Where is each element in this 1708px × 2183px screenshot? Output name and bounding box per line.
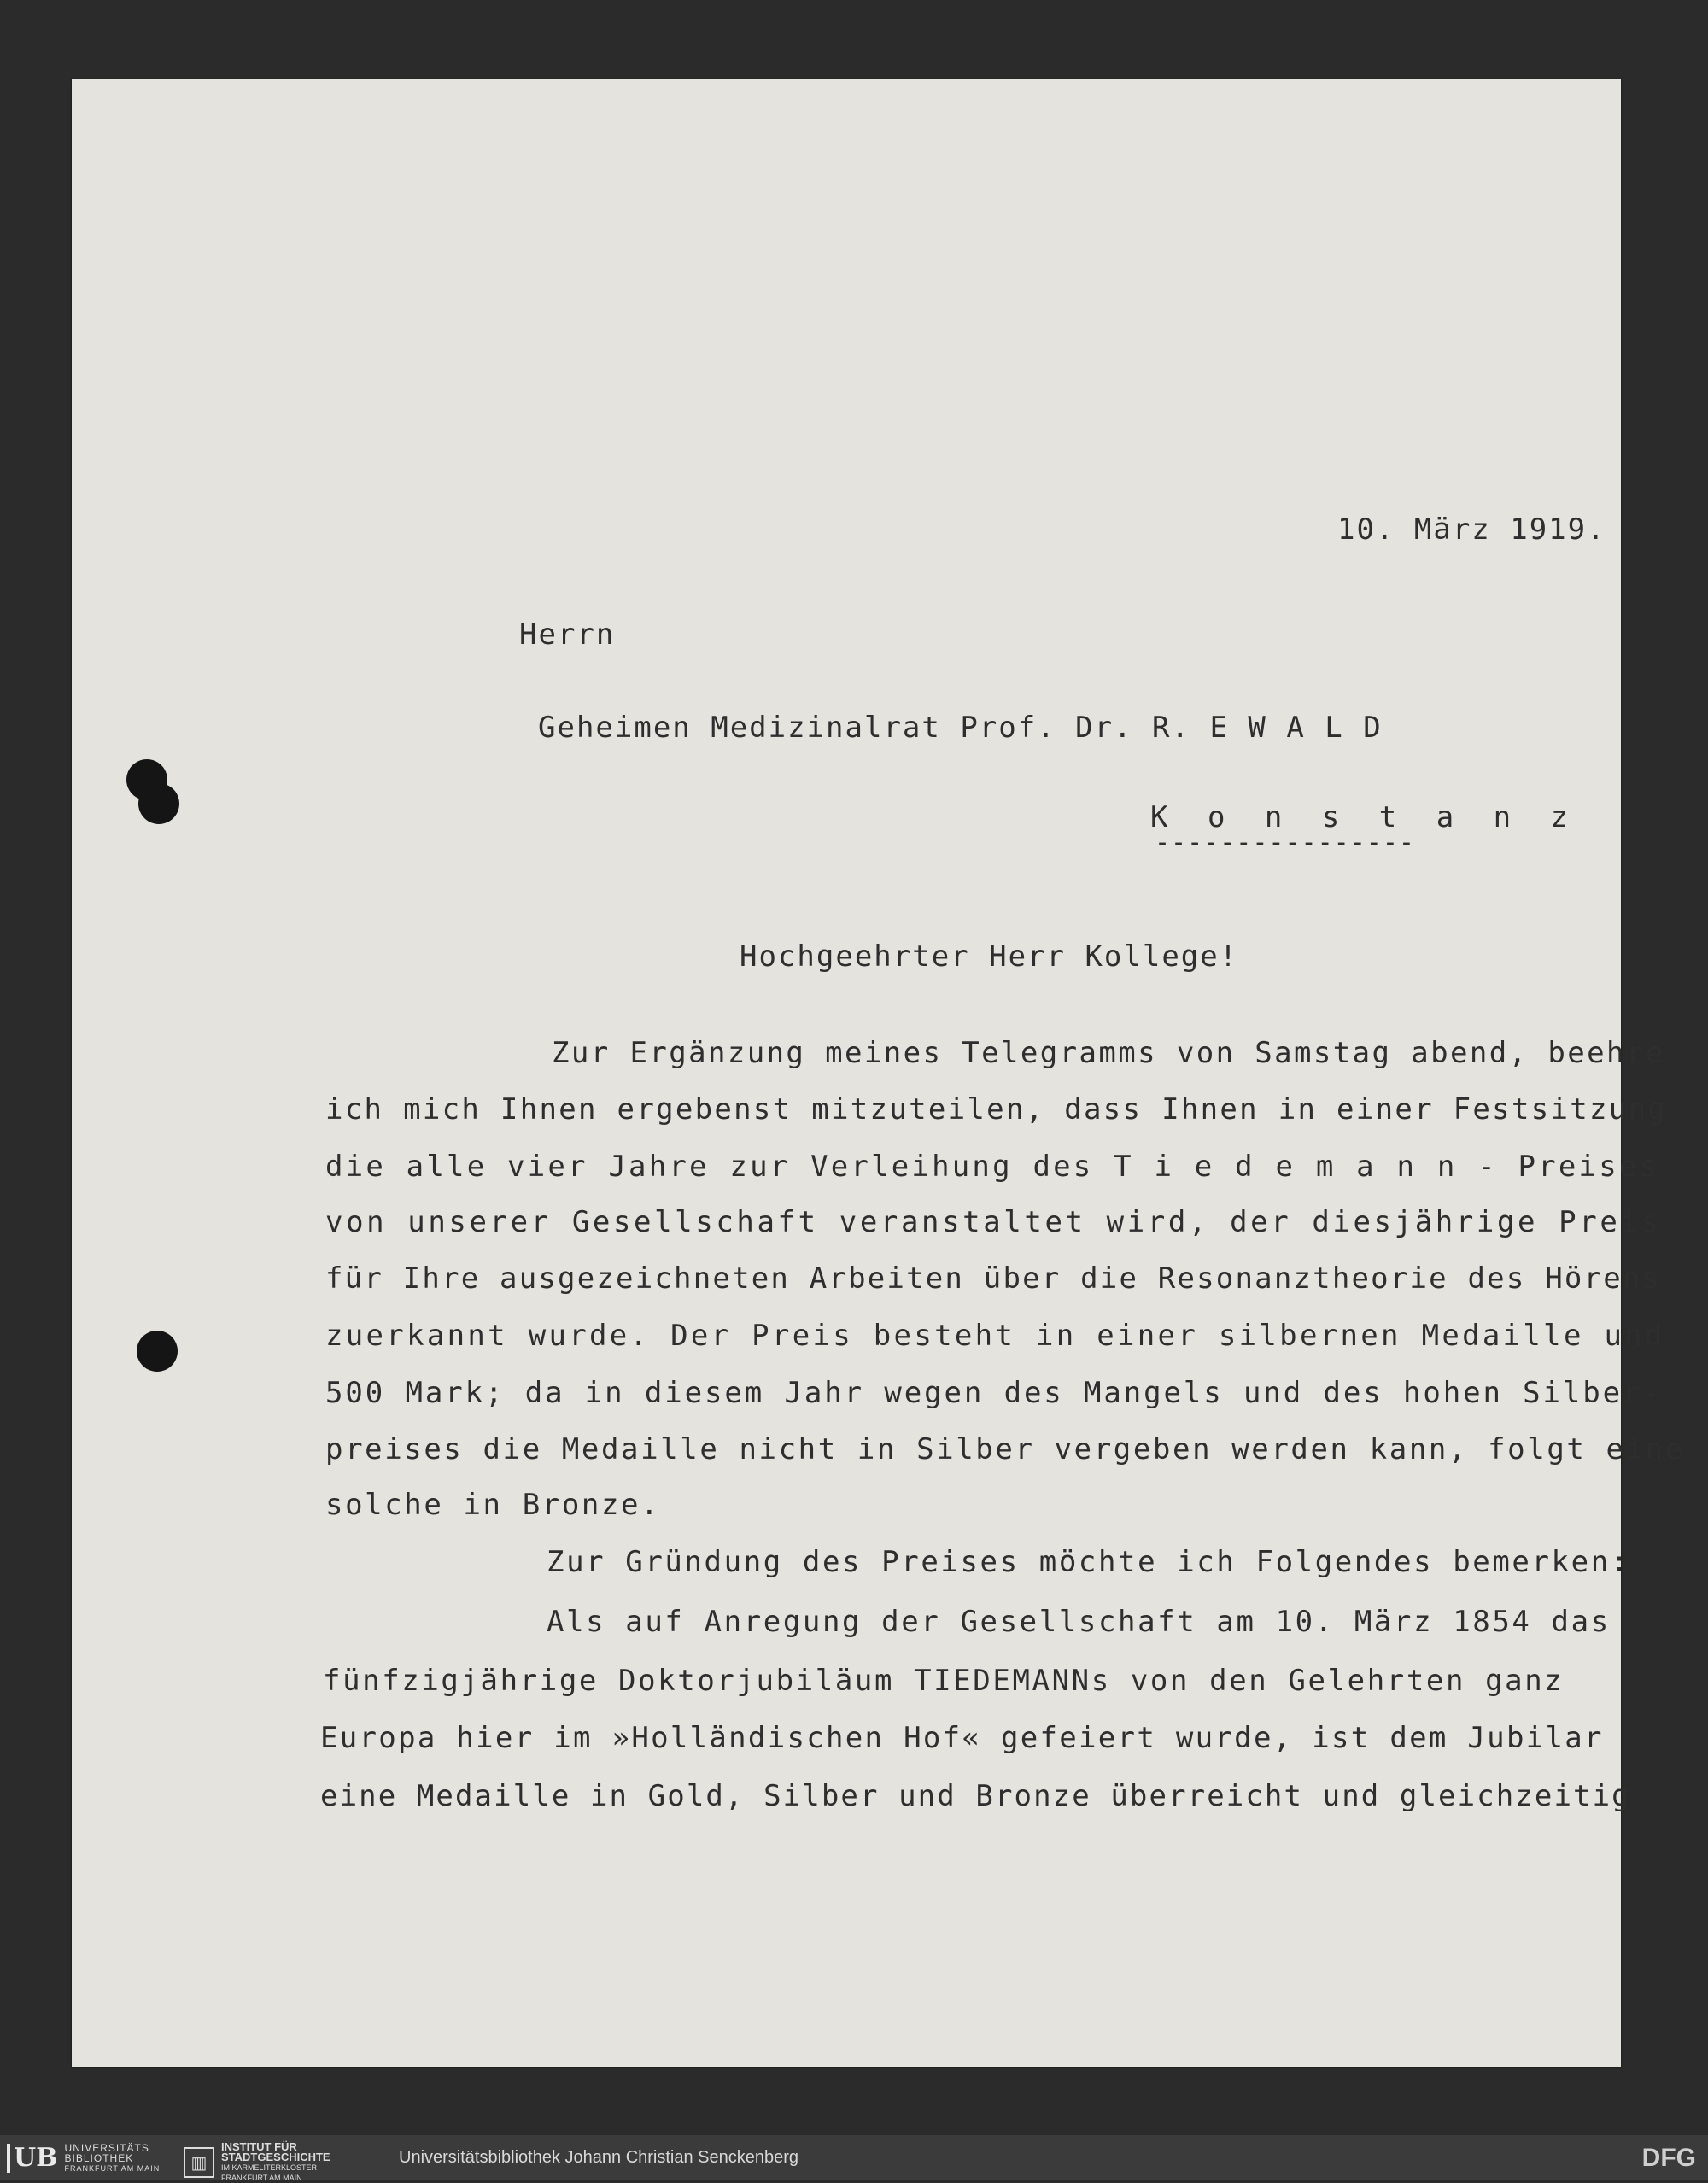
isg-line-1: INSTITUT FÜR [221,2140,297,2153]
isg-line-3: IM KARMELITERKLOSTER [221,2163,318,2172]
ub-logo[interactable] [7,2142,160,2174]
greeting: Hochgeehrter Herr Kollege! [740,939,1239,974]
body-line-6: zuerkannt wurde. Der Preis besteht in einer silbernen Medaille und [325,1319,1665,1353]
body-line-13: Europa hier im »Holländischen Hof« gefeiert wurde, ist dem Jubilar [320,1721,1604,1755]
body-line-8: preises die Medaille nicht in Silber vergeben werden kann, folgt eine [325,1432,1685,1466]
body-line-11: Als auf Anregung der Gesellschaft am 10. März 1854 das [547,1605,1611,1639]
dfg-logo[interactable]: DFG [1641,2144,1696,2172]
body-line-12: fünfzigjährige Doktorjubiläum TIEDEMANNs von den Gelehrten ganz [323,1664,1565,1698]
salutation-to: Herrn [519,617,616,652]
ub-logo-text [65,2143,161,2174]
body-line-9: solche in Bronze. [325,1488,661,1522]
footer-bar [0,2135,1708,2180]
body-line-1: Zur Ergänzung meines Telegramms von Samstag abend, beehre [552,1036,1665,1070]
body-line-14: eine Medaille in Gold, Silber und Bronze überreicht und gleichzeitig [320,1779,1631,1813]
body-line-3: die alle vier Jahre zur Verleihung des T i e d e m a n n - Preises [325,1150,1660,1184]
body-line-10: Zur Gründung des Preises möchte ich Folgendes bemerken: [547,1545,1630,1579]
ub-logo-mark: UB [7,2144,58,2173]
isg-logo[interactable] [184,2142,330,2183]
isg-logo-text [221,2142,330,2183]
isg-line-4: FRANKFURT AM MAIN [221,2174,302,2182]
recipient-city: K o n s t a n z [1150,800,1580,834]
city-underline: ---------------- [1155,828,1415,857]
recipient-name: Geheimen Medizinalrat Prof. Dr. R. E W A L D [538,711,1383,745]
body-line-2: ich mich Ihnen ergebenst mitzuteilen, dass Ihnen in einer Festsitzung [325,1092,1668,1127]
punch-hole-3 [137,1331,178,1372]
body-line-7: 500 Mark; da in diesem Jahr wegen des Mangels und des hohen Silber- [325,1376,1663,1410]
ub-line-2: BIBLIOTHEK [64,2152,134,2164]
punch-hole-2 [138,783,179,824]
body-line-5: für Ihre ausgezeichneten Arbeiten über die Resonanztheorie des Hörens [325,1261,1662,1296]
footer-library-title: Universitätsbibliothek Johann Christian Senckenberg [399,2148,799,2167]
letter-date: 10. März 1919. [1337,512,1606,547]
institute-building-icon: ▥ [184,2147,214,2178]
letter-page [72,79,1621,2067]
body-line-4: von unserer Gesellschaft veranstaltet wird, der diesjährige Preis [325,1205,1662,1239]
ub-line-1: UNIVERSITÄTS [64,2142,149,2154]
isg-line-2: STADTGESCHICHTE [221,2151,330,2163]
ub-line-3: FRANKFURT AM MAIN [64,2164,161,2173]
